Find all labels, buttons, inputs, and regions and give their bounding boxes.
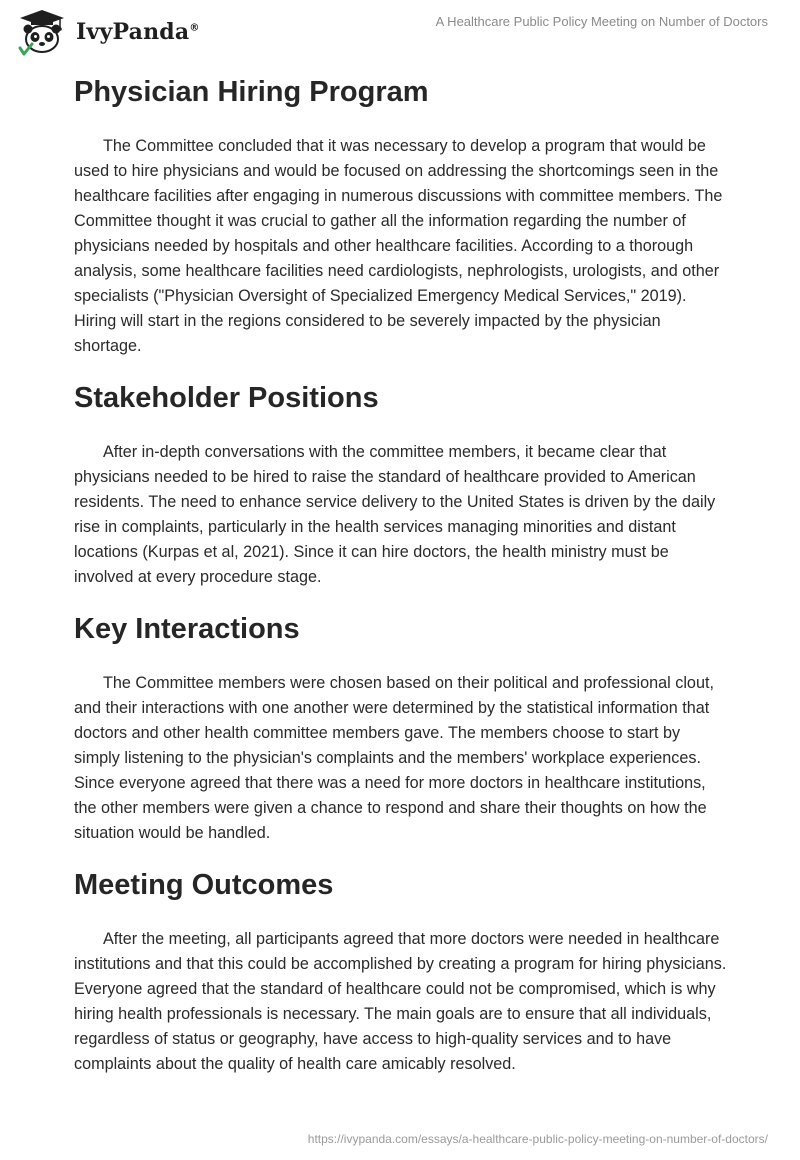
section-paragraph: After in-depth conversations with the committee members, it became clear that physicians needed to be hired to raise the standard of healthcare provided to American residents. The need to enhance service delivery to the United States is driven by the daily rise in complaints, particularly in the health services managing minorities and distant locations (Kurpas et al, 2021). Since it can hire doctors, the health ministry must be involved at every procedure stage. (74, 443, 716, 586)
section-heading: Key Interactions (74, 613, 300, 645)
source-url[interactable]: https://ivypanda.com/essays/a-healthcare-public-policy-meeting-on-number-of-doctors/ (307, 1132, 768, 1146)
essay-content (74, 70, 730, 1077)
section-heading: Meeting Outcomes (74, 869, 334, 901)
section-physician-hiring-program (74, 70, 730, 359)
document-title: A Healthcare Public Policy Meeting on Number of Doctors (435, 14, 768, 29)
panda-graduate-icon (14, 8, 70, 56)
section-paragraph: After the meeting, all participants agreed that more doctors were needed in healthcare institutions and that this could be accomplished by creating a program for hiring physicians. Everyone agreed that the standard of healthcare could not be compromised, which is why hiring health professionals is necessary. The main goals are to ensure that all individuals, regardless of status or geography, have access to high-quality services and to have complaints about the quality of health care amicably resolved. (74, 930, 727, 1073)
section-heading: Stakeholder Positions (74, 382, 379, 414)
ivypanda-logo[interactable] (14, 8, 200, 56)
section-paragraph: The Committee concluded that it was necessary to develop a program that would be used to hire physicians and would be focused on addressing the shortcomings seen in the healthcare facilities after engaging in numerous discussions with committee members. The Committee thought it was crucial to gather all the information regarding the number of physicians needed by hospitals and other healthcare facilities. According to a thorough analysis, some healthcare facilities need cardiologists, nephrologists, urologists, and other specialists ("Physician Oversight of Specialized Emergency Medical Services," 2019). Hiring will start in the regions considered to be severely impacted by the physician shortage. (74, 137, 723, 355)
section-stakeholder-positions (74, 376, 730, 590)
section-heading: Physician Hiring Program (74, 76, 429, 108)
section-paragraph: The Committee members were chosen based on their political and professional clout, and their interactions with one another were determined by the statistical information that doctors and other health committee members gave. The members choose to start by simply listening to the physician's complaints and the members' workplace experiences. Since everyone agreed that there was a need for more doctors in healthcare institutions, the other members were given a chance to respond and share their thoughts on how the situation would be handled. (74, 674, 714, 842)
section-key-interactions (74, 607, 730, 846)
page-header (0, 0, 800, 64)
section-meeting-outcomes (74, 863, 730, 1077)
logo-wordmark: IvyPanda® (76, 19, 200, 45)
